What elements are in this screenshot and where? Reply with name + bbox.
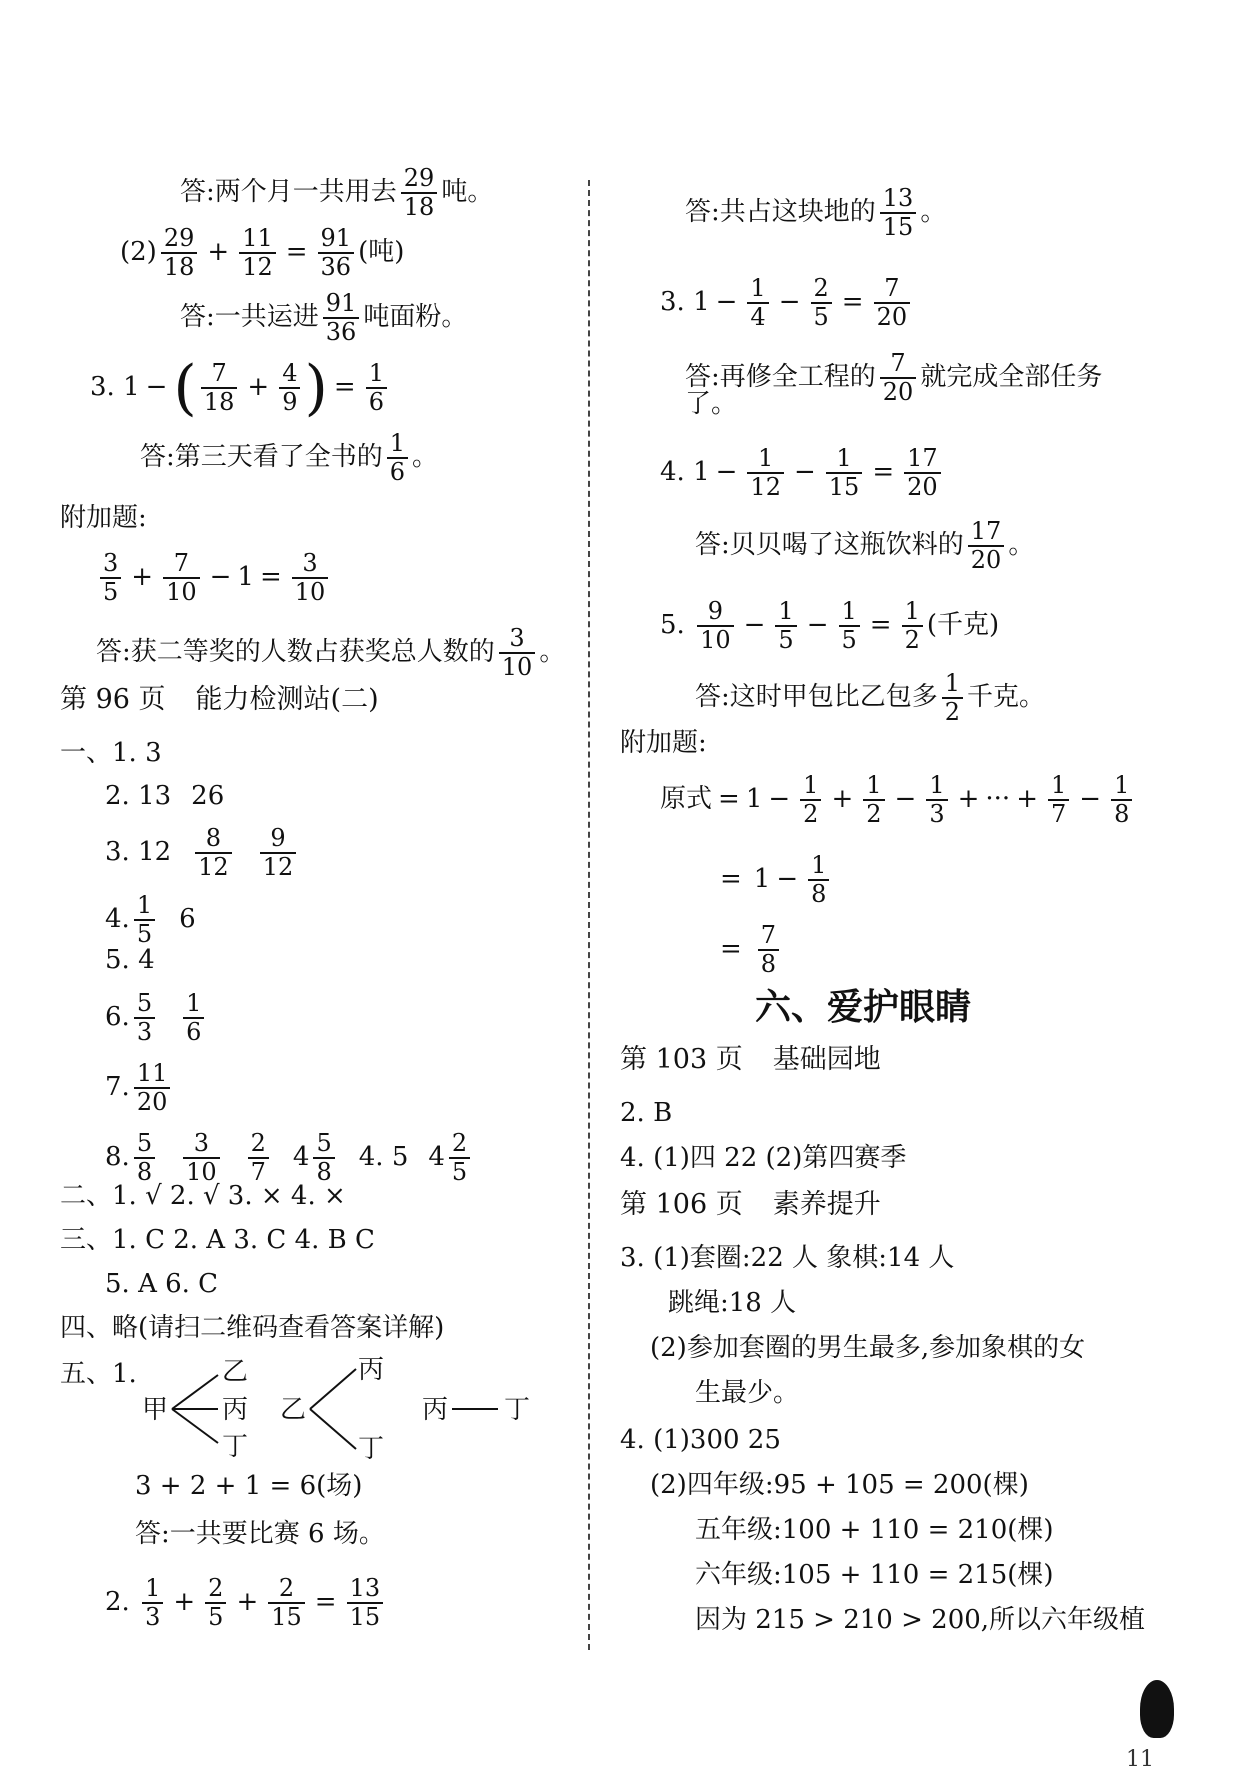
answer-1-8: 8. $\frac{5}{8}$ $\frac{3}{10}$ $\frac{2}{7}$ 4 $\frac{5}{8}$ 4. 5 4 $\frac{2}{5}$: [105, 1130, 474, 1186]
match-answer: 答:一共要比赛 6 场。: [135, 1519, 385, 1549]
fraction: $\frac{29}{18}$: [401, 165, 438, 221]
answer-1-4: 4. $\frac{1}{5}$ 6: [105, 891, 196, 948]
page-number: 11: [1110, 1740, 1170, 1780]
unit-title: 六、爱护眼睛: [755, 987, 972, 1028]
node-ding-2: 丁: [358, 1434, 385, 1464]
answer-1-5: 5. 4: [105, 945, 155, 975]
answer-part-3: 三、1. C 2. A 3. C 4. B C: [60, 1225, 375, 1255]
equation-q3: 3. 1 − ( $\frac{7}{18}$ + $\frac{4}{9}$ ) = $\frac{1}{6}$: [90, 358, 391, 418]
bonus-label-right: 附加题:: [620, 728, 707, 758]
answer-part-3-cont: 5. A 6. C: [105, 1269, 219, 1299]
bonus-label: 附加题:: [60, 503, 147, 533]
answer-two-months: 答:两个月一共用去 $\frac{29}{18}$ 吨。: [180, 164, 494, 221]
equation-r3: 3. 1 − $\frac{1}{4}$ − $\frac{2}{5}$ = $\frac{7}{20}$: [660, 275, 914, 331]
node-bing: 丙: [222, 1395, 249, 1425]
equation-q2: (2) $\frac{29}{18}$ + $\frac{11}{12}$ = $\frac{91}{36}$ (吨): [120, 224, 405, 281]
answer-project: 答:再修全工程的 $\frac{7}{20}$ 就完成全部任务: [685, 349, 1103, 406]
answer-part-2: 二、1. √ 2. √ 3. × 4. ×: [60, 1181, 346, 1211]
answer-1-6: 6. $\frac{5}{3}$ $\frac{1}{6}$: [105, 990, 208, 1046]
edge-jia-ding: [172, 1409, 218, 1443]
equation-r5: 5. $\frac{9}{10}$ − $\frac{1}{5}$ − $\frac{1}{5}$ = $\frac{1}{2}$ (千克): [660, 597, 1000, 654]
answer-103-2: 2. B: [620, 1098, 673, 1128]
equation-r4: 4. 1 − $\frac{1}{12}$ − $\frac{1}{15}$ = $\frac{17}{20}$: [660, 445, 945, 501]
node-yi-2: 乙: [280, 1395, 307, 1425]
bonus-step-3: = $\frac{7}{8}$: [720, 922, 783, 978]
bonus-answer: 答:获二等奖的人数占获奖总人数的 $\frac{3}{10}$ 。: [96, 624, 566, 681]
bonus-step-2: = 1 − $\frac{1}{8}$: [720, 852, 833, 908]
answer-106-4: 4. (1)300 25: [620, 1425, 781, 1455]
node-yi: 乙: [222, 1357, 249, 1387]
answer-106-4-grade4: (2)四年级:95 + 105 = 200(棵): [650, 1470, 1029, 1500]
answer-bag: 答:这时甲包比乙包多 $\frac{1}{2}$ 千克。: [695, 669, 1046, 726]
edge-yi-ding: [310, 1409, 356, 1449]
answer-1-3: 3. 12 $\frac{8}{12}$ $\frac{9}{12}$: [105, 825, 300, 881]
section-heading-106: 第 106 页 素养提升: [620, 1189, 881, 1220]
edge-yi-bing: [310, 1369, 356, 1409]
node-ding-3: 丁: [504, 1395, 531, 1425]
answer-1-7: 7. $\frac{11}{20}$: [105, 1060, 174, 1116]
page-corner-mark: [1140, 1680, 1174, 1738]
column-divider: [588, 180, 590, 1650]
answer-1-1: 一、1. 3: [60, 738, 162, 768]
answer-103-4: 4. (1)四 22 (2)第四赛季: [620, 1143, 907, 1173]
answer-106-3-2: (2)参加套圈的男生最多,参加象棋的女: [650, 1333, 1086, 1363]
answer-land: 答:共占这块地的 $\frac{13}{15}$ 。: [685, 184, 947, 241]
answer-106-3-jump: 跳绳:18 人: [668, 1288, 797, 1318]
answer-part-4: 四、略(请扫二维码查看答案详解): [60, 1313, 445, 1343]
section-heading-103: 第 103 页 基础园地: [620, 1044, 881, 1075]
answer-106-3-2-cont: 生最少。: [695, 1378, 800, 1408]
answer-106-4-conclusion: 因为 215 > 210 > 200,所以六年级植: [695, 1605, 1146, 1635]
answer-drink: 答:贝贝喝了这瓶饮料的 $\frac{17}{20}$ 。: [695, 517, 1035, 574]
edge-jia-yi: [172, 1375, 218, 1409]
answer-106-4-grade5: 五年级:100 + 110 = 210(棵): [695, 1515, 1054, 1545]
node-ding: 丁: [222, 1432, 249, 1462]
node-jia: 甲: [142, 1395, 169, 1425]
answer-106-4-grade6: 六年级:105 + 110 = 215(棵): [695, 1560, 1054, 1590]
answer-1-2: 2. 13 26: [105, 781, 225, 811]
answer-part-5: 五、1.: [60, 1359, 137, 1389]
answer-third-day: 答:第三天看了全书的 $\frac{1}{6}$ 。: [140, 429, 439, 486]
answer-flour: 答:一共运进 $\frac{91}{36}$ 吨面粉。: [180, 289, 468, 346]
bonus-equation: $\frac{3}{5}$ + $\frac{7}{10}$ − 1 = $\frac{3}{10}$: [96, 550, 332, 606]
equation-5-2: 2. $\frac{1}{3}$ + $\frac{2}{5}$ + $\frac{2}{15}$ = $\frac{13}{15}$: [105, 1575, 387, 1631]
section-heading-96: 第 96 页 能力检测站(二): [60, 684, 379, 715]
match-equation: 3 + 2 + 1 = 6(场): [135, 1471, 363, 1501]
node-bing-3: 丙: [422, 1395, 449, 1425]
match-diagram: [130, 1345, 550, 1465]
answer-106-3: 3. (1)套圈:22 人 象棋:14 人: [620, 1243, 955, 1273]
answer-project-cont: 了。: [685, 389, 738, 419]
bonus-series: 原式 = 1 − $\frac{1}{2}$ + $\frac{1}{2}$ − $\frac{1}{3}$ + ··· + $\frac{1}{7}$ − $\frac{1}{8}$: [660, 772, 1136, 828]
node-bing-2: 丙: [358, 1355, 385, 1385]
